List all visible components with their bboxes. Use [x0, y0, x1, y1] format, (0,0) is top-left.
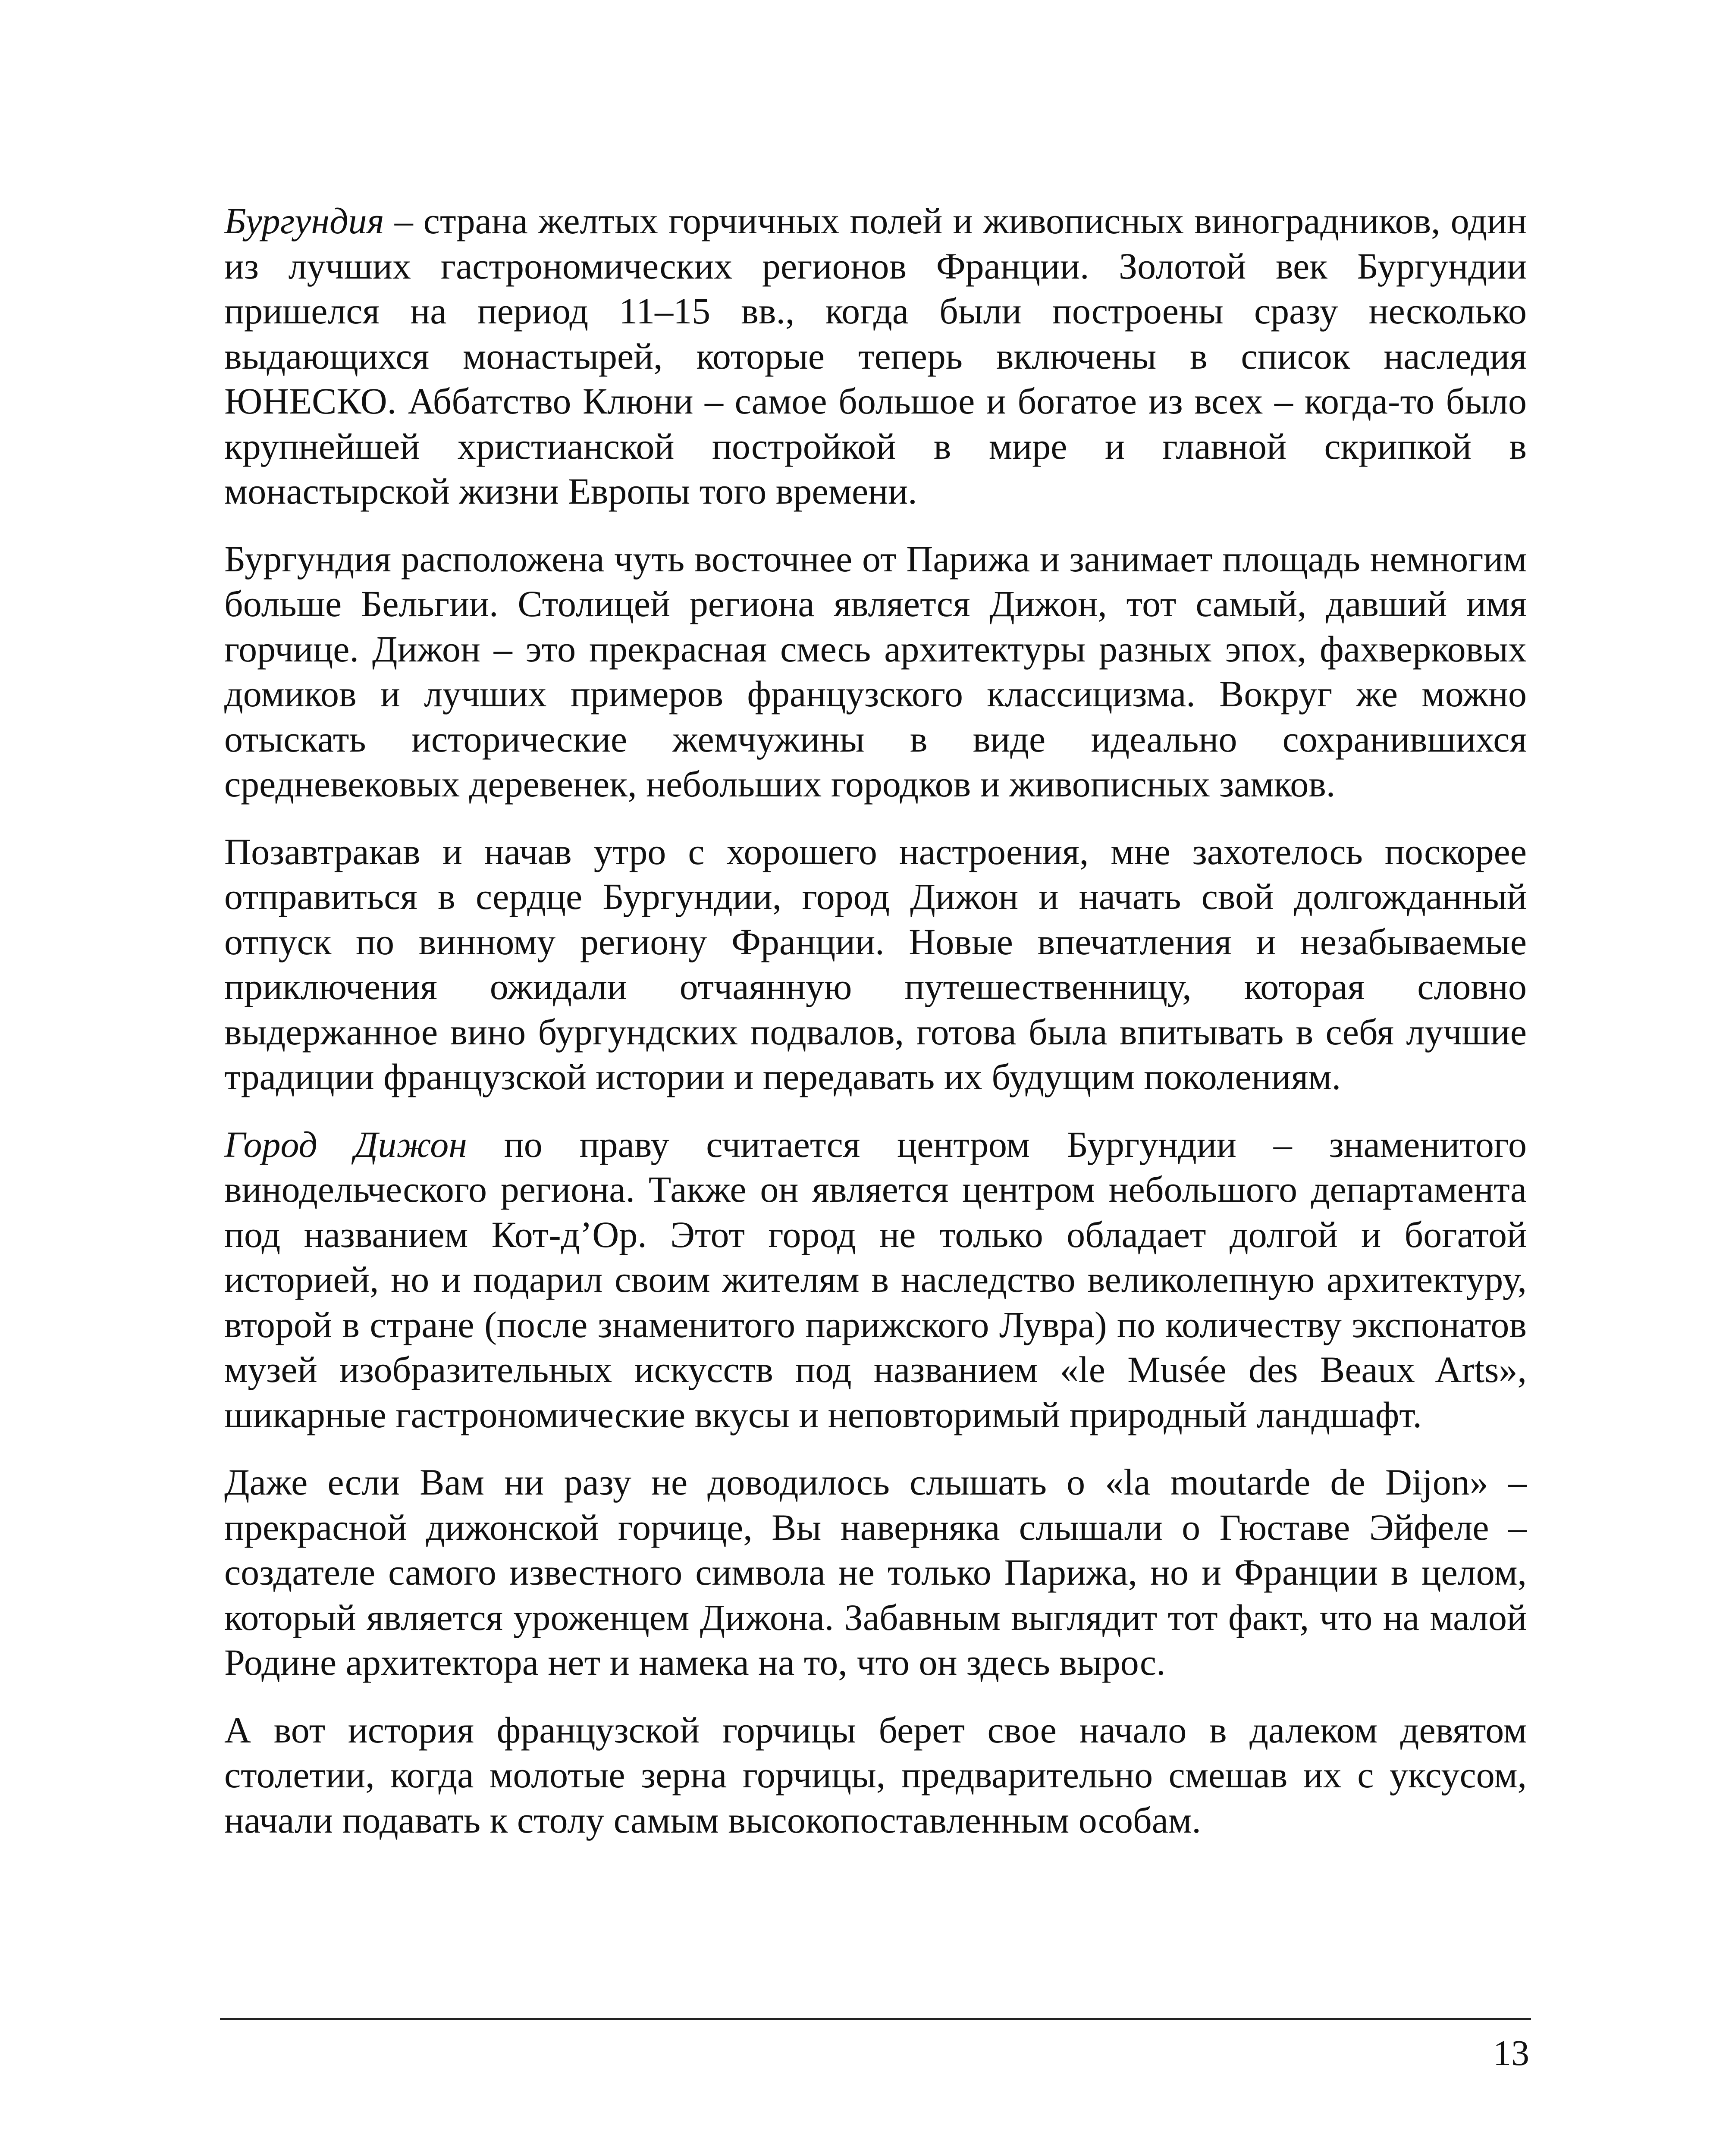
paragraph-dijon-city	[224, 1122, 1527, 1438]
paragraph-text: Даже если Вам ни разу не доводилось слышать о «la moutarde de Dijon» – прекрасной дижонской горчице, Вы наверняка слышали о Гюставе Эйфеле – создателе самого известного символа не только Парижа, но и Франции в целом, который является уроженцем Дижона. Забавным выглядит тот факт, что на малой Родине архитектора нет и намека на то, что он здесь вырос.	[224, 1461, 1527, 1683]
paragraph-text: – страна желтых горчичных полей и живописных виноградников, один из лучших гастрономических регионов Франции. Золотой век Бургундии пришелся на период 11–15 вв., когда были построены сразу несколько выдающихся монастырей, которые теперь включены в список наследия ЮНЕСКО. Аббатство Клюни – самое большое и богатое из всех – когда-то было крупнейшей христианской постройкой в мире и главной скрипкой в монастырской жизни Европы того времени.	[224, 200, 1527, 512]
footer-divider	[220, 2018, 1531, 2020]
paragraph-morning-trip	[224, 829, 1527, 1100]
page-number: 13	[1493, 2033, 1529, 2073]
paragraph-text: А вот история французской горчицы берет свое начало в далеком девятом столетии, когда молотые зерна горчицы, предварительно смешав их с уксусом, начали подавать к столу самым высокопоставленным особам.	[224, 1709, 1527, 1841]
paragraph-eiffel	[224, 1460, 1527, 1685]
paragraph-text: Бургундия расположена чуть восточнее от Парижа и занимает площадь немногим больше Бельгии. Столицей региона является Дижон, тот самый, давший имя горчице. Дижон – это прекрасная смесь архитектуры разных эпох, фахверковых домиков и лучших примеров французского классицизма. Вокруг же можно отыскать исторические жемчужины в виде идеально сохранившихся средневековых деревенек, небольших городков и живописных замков.	[224, 538, 1527, 805]
paragraph-lead-italic: Бургундия	[224, 200, 384, 241]
paragraph-mustard-history	[224, 1708, 1527, 1843]
paragraph-text: по праву считается центром Бургундии – знаменитого винодельческого региона. Также он является центром небольшого департамента под названием Кот-д’Ор. Этот город не только обладает долгой и богатой историей, но и подарил своим жителям в наследство великолепную архитектуру, второй в стране (после знаменитого парижского Лувра) по количеству экспонатов музей изобразительных искусств под названием «le Musée des Beaux Arts», шикарные гастрономические вкусы и неповторимый природный ландшафт.	[224, 1123, 1527, 1435]
paragraph-burgundy-location	[224, 536, 1527, 807]
paragraph-burgundy-intro	[224, 198, 1527, 514]
paragraph-lead-italic: Город Дижон	[224, 1123, 467, 1165]
page-body	[224, 198, 1527, 1843]
paragraph-text: Позавтракав и начав утро с хорошего настроения, мне захотелось поскорее отправиться в сердце Бургундии, город Дижон и начать свой долгожданный отпуск по винному региону Франции. Новые впечатления и незабываемые приключения ожидали отчаянную путешественницу, которая словно выдержанное вино бургундских подвалов, готова была впитывать в себя лучшие традиции французской истории и передавать их будущим поколениям.	[224, 830, 1527, 1097]
